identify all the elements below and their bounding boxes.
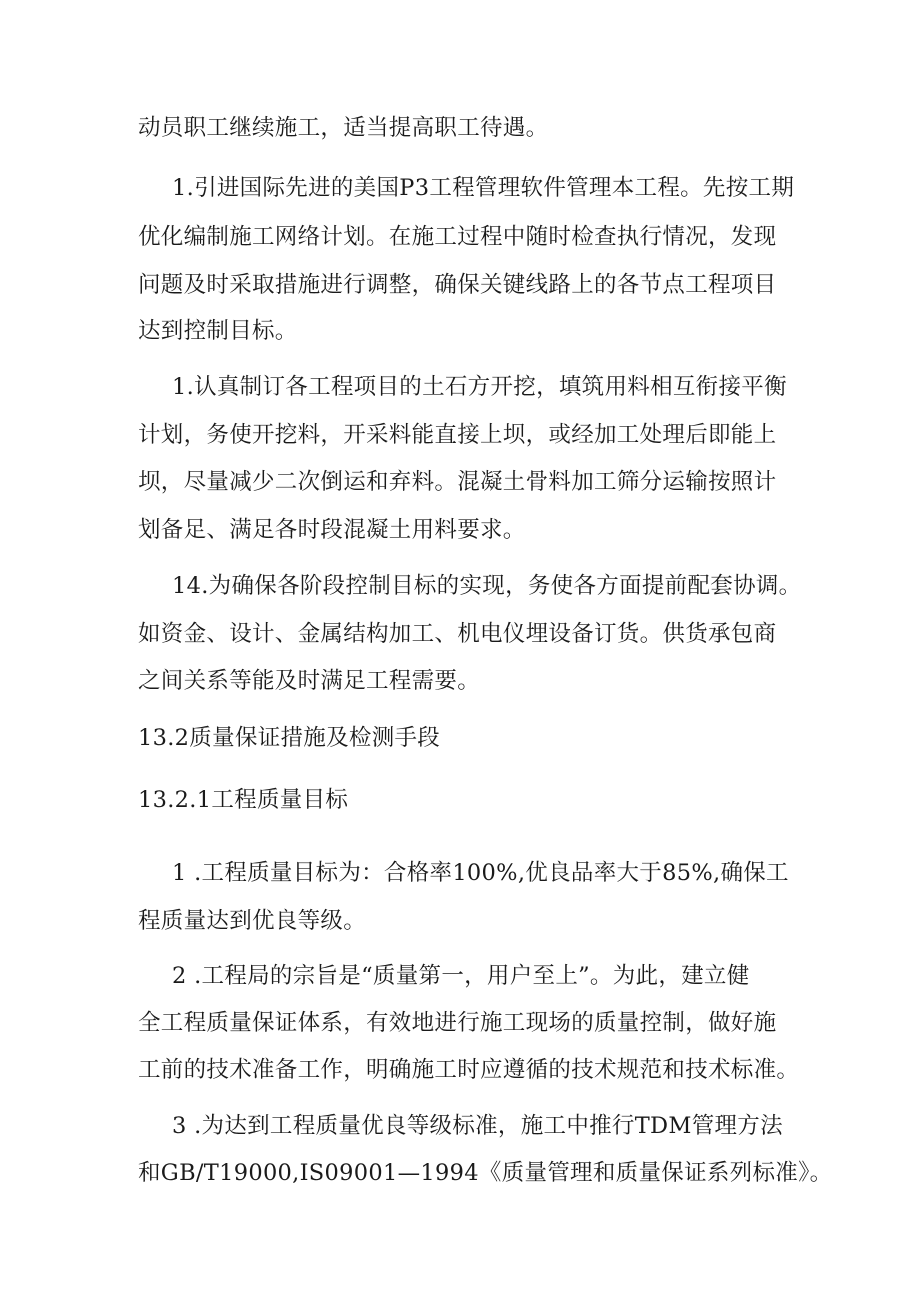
text-line: 全工程质量保证体系，有效地进行施工现场的质量控制，做好施 xyxy=(138,1010,777,1036)
text-line: 2 .工程局的宗旨是“质量第一，用户至上”。为此，建立健 xyxy=(172,963,750,989)
text-line: 之间关系等能及时满足工程需要。 xyxy=(138,668,481,694)
text-line: 1.引进国际先进的美国P3工程管理软件管理本工程。先按工期 xyxy=(172,175,795,201)
section-heading: 13.2质量保证措施及检测手段 xyxy=(138,725,441,751)
text-line: 程质量达到优良等级。 xyxy=(138,908,367,934)
text-line: 坝，尽量减少二次倒运和弃料。混凝土骨料加工筛分运输按照计 xyxy=(138,469,777,495)
subsection-heading: 13.2.1工程质量目标 xyxy=(138,787,349,813)
text-line: 计划，务使开挖料，开采料能直接上坝，或经加工处理后即能上 xyxy=(138,422,777,448)
text-line: 工前的技术准备工作，明确施工时应遵循的技术规范和技术标准。 xyxy=(138,1057,800,1083)
text-line: 达到控制目标。 xyxy=(138,318,298,344)
text-line: 问题及时采取措施进行调整，确保关键线路上的各节点工程项目 xyxy=(138,272,777,298)
text-line: 划备足、满足各时段混凝土用料要求。 xyxy=(138,517,526,543)
text-line: 3 .为达到工程质量优良等级标准，施工中推行TDM管理方法 xyxy=(172,1113,783,1139)
text-line: 和GB/T19000,IS09001—1994《质量管理和质量保证系列标准》。 xyxy=(138,1160,833,1186)
text-line: 14.为确保各阶段控制目标的实现，务使各方面提前配套协调。 xyxy=(172,573,802,599)
text-line: 1 .工程质量目标为：合格率100%,优良品率大于85%,确保工 xyxy=(172,860,789,886)
text-line: 优化编制施工网络计划。在施工过程中随时检查执行情况，发现 xyxy=(138,224,777,250)
text-line: 1.认真制订各工程项目的土石方开挖，填筑用料相互衔接平衡 xyxy=(172,374,787,400)
text-line: 动员职工继续施工，适当提高职工待遇。 xyxy=(138,115,549,141)
text-line: 如资金、设计、金属结构加工、机电仪埋设备订货。供货承包商 xyxy=(138,621,777,647)
